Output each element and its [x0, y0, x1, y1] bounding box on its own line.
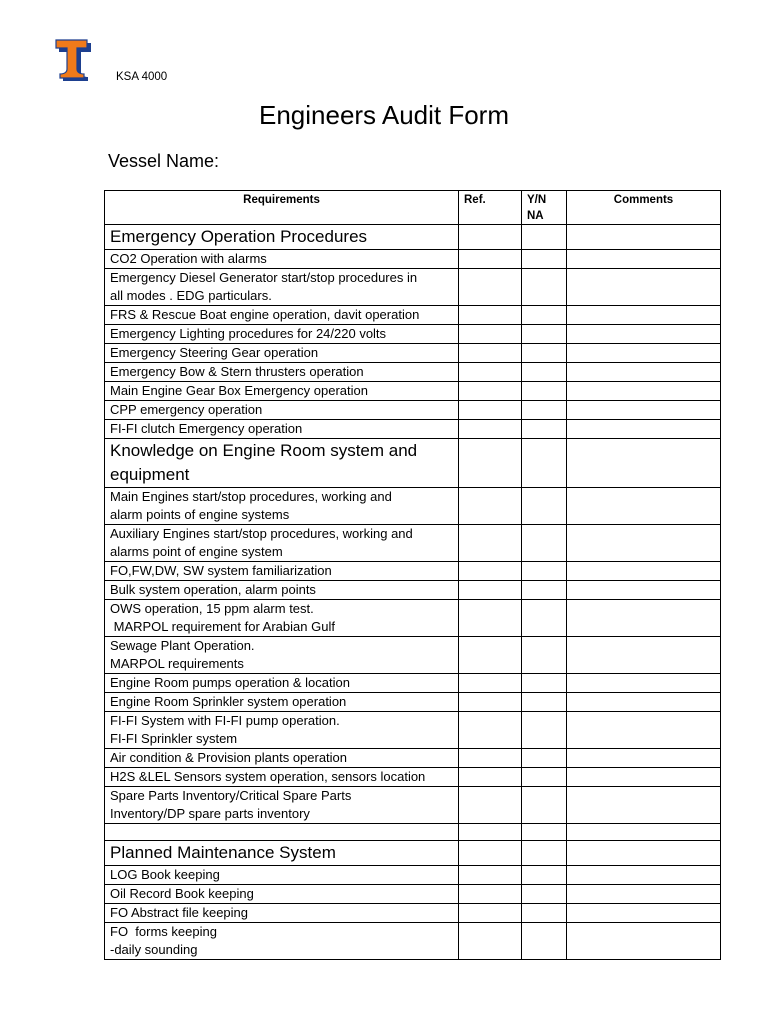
- requirement-text-line: LOG Book keeping: [110, 867, 220, 882]
- comments-cell: [567, 250, 721, 269]
- requirement-text-line: Air condition & Provision plants operation: [110, 750, 348, 765]
- ref-cell: [459, 904, 522, 923]
- requirement-text-line: Main Engines start/stop procedures, working and: [110, 489, 392, 504]
- requirement-text-line: FO Abstract file keeping: [110, 905, 249, 920]
- yn-cell: [522, 693, 567, 712]
- requirement-cell: [105, 581, 459, 600]
- comments-cell: [567, 382, 721, 401]
- form-title: Engineers Audit Form: [258, 100, 509, 130]
- comments-cell: [567, 600, 721, 637]
- table-row: [105, 562, 721, 581]
- ref-cell: [459, 439, 522, 488]
- requirement-text-line: alarms point of engine system: [110, 544, 283, 559]
- requirement-text-line: Sewage Plant Operation.: [110, 638, 255, 653]
- ref-cell: [459, 637, 522, 674]
- column-header-ref: Ref.: [459, 191, 522, 225]
- comments-cell: [567, 824, 721, 841]
- requirement-cell: [105, 885, 459, 904]
- ref-cell: [459, 420, 522, 439]
- yn-cell: [522, 768, 567, 787]
- comments-cell: [567, 562, 721, 581]
- table-row: [105, 325, 721, 344]
- requirement-cell: [105, 269, 459, 306]
- requirement-text-line: CPP emergency operation: [110, 402, 263, 417]
- comments-cell: [567, 225, 721, 250]
- ref-cell: [459, 824, 522, 841]
- comments-cell: [567, 841, 721, 866]
- table-row: [105, 269, 721, 306]
- section-heading-cell: [105, 841, 459, 866]
- requirement-cell: [105, 525, 459, 562]
- yn-cell: [522, 269, 567, 306]
- requirement-text-line: Emergency Steering Gear operation: [110, 345, 319, 360]
- comments-cell: [567, 525, 721, 562]
- requirement-cell: [105, 693, 459, 712]
- ref-cell: [459, 787, 522, 824]
- requirement-cell: [105, 325, 459, 344]
- requirement-text-line: Emergency Bow & Stern thrusters operation: [110, 364, 364, 379]
- ref-cell: [459, 306, 522, 325]
- comments-cell: [567, 768, 721, 787]
- yn-cell: [522, 885, 567, 904]
- yn-cell: [522, 866, 567, 885]
- requirement-text-line: Spare Parts Inventory/Critical Spare Parts: [110, 788, 352, 803]
- table-row: [105, 344, 721, 363]
- ref-cell: [459, 841, 522, 866]
- ref-cell: [459, 525, 522, 562]
- yn-cell: [522, 600, 567, 637]
- table-row: [105, 866, 721, 885]
- comments-cell: [567, 866, 721, 885]
- table-row: [105, 693, 721, 712]
- section-row: [105, 225, 721, 250]
- ref-cell: [459, 923, 522, 960]
- comments-cell: [567, 923, 721, 960]
- company-logo: [54, 38, 94, 82]
- comments-cell: [567, 439, 721, 488]
- ref-cell: [459, 325, 522, 344]
- comments-cell: [567, 344, 721, 363]
- requirement-text-line: OWS operation, 15 ppm alarm test.: [110, 601, 314, 616]
- ref-cell: [459, 600, 522, 637]
- requirement-text-line: FO forms keeping: [110, 924, 217, 939]
- requirement-text-line: Bulk system operation, alarm points: [110, 582, 316, 597]
- comments-cell: [567, 401, 721, 420]
- requirement-text-line: FI-FI System with FI-FI pump operation.: [110, 713, 340, 728]
- requirement-text-line: Planned Maintenance System: [110, 843, 336, 862]
- requirement-cell: [105, 923, 459, 960]
- document-code: KSA 4000: [116, 71, 168, 83]
- yn-cell: [522, 712, 567, 749]
- requirement-text-line: -daily sounding: [110, 942, 198, 957]
- ref-cell: [459, 674, 522, 693]
- comments-cell: [567, 269, 721, 306]
- requirement-text-line: CO2 Operation with alarms: [110, 251, 267, 266]
- table-row: [105, 306, 721, 325]
- ref-cell: [459, 866, 522, 885]
- ref-cell: [459, 749, 522, 768]
- comments-cell: [567, 363, 721, 382]
- yn-cell: [522, 363, 567, 382]
- yn-cell: [522, 488, 567, 525]
- yn-cell: [522, 637, 567, 674]
- column-header-yn-line1: Y/N: [527, 194, 547, 206]
- requirement-cell: [105, 904, 459, 923]
- requirement-cell: [105, 768, 459, 787]
- requirement-cell: [105, 363, 459, 382]
- audit-table: [104, 190, 721, 960]
- ref-cell: [459, 768, 522, 787]
- table-row: [105, 525, 721, 562]
- ref-cell: [459, 693, 522, 712]
- requirement-text-line: Inventory/DP spare parts inventory: [110, 806, 310, 821]
- ref-cell: [459, 225, 522, 250]
- table-row: [105, 885, 721, 904]
- yn-cell: [522, 841, 567, 866]
- yn-cell: [522, 904, 567, 923]
- requirement-text-line: FO,FW,DW, SW system familiarization: [110, 563, 332, 578]
- audit-table-body: [105, 225, 721, 960]
- comments-cell: [567, 488, 721, 525]
- requirement-text-line: alarm points of engine systems: [110, 507, 290, 522]
- section-row: [105, 841, 721, 866]
- ref-cell: [459, 363, 522, 382]
- comments-cell: [567, 712, 721, 749]
- table-row: [105, 768, 721, 787]
- yn-cell: [522, 401, 567, 420]
- requirement-text-line: Emergency Operation Procedures: [110, 227, 368, 246]
- requirement-cell: [105, 749, 459, 768]
- table-row: [105, 581, 721, 600]
- comments-cell: [567, 637, 721, 674]
- ref-cell: [459, 712, 522, 749]
- requirement-cell: [105, 866, 459, 885]
- table-header-row: [105, 191, 721, 225]
- blank-row: [105, 824, 721, 841]
- table-row: [105, 904, 721, 923]
- yn-cell: [522, 749, 567, 768]
- yn-cell: [522, 824, 567, 841]
- yn-cell: [522, 250, 567, 269]
- section-row: [105, 439, 721, 488]
- ref-cell: [459, 269, 522, 306]
- yn-cell: [522, 581, 567, 600]
- requirement-text-line: Engine Room Sprinkler system operation: [110, 694, 347, 709]
- table-row: [105, 420, 721, 439]
- table-row: [105, 712, 721, 749]
- table-row: [105, 363, 721, 382]
- ref-cell: [459, 382, 522, 401]
- yn-cell: [522, 225, 567, 250]
- table-row: [105, 250, 721, 269]
- comments-cell: [567, 306, 721, 325]
- requirement-text-line: FRS & Rescue Boat engine operation, davit operation: [110, 307, 420, 322]
- table-row: [105, 488, 721, 525]
- table-row: [105, 787, 721, 824]
- column-header-requirements: Requirements: [105, 191, 459, 225]
- table-row: [105, 401, 721, 420]
- requirement-cell: [105, 488, 459, 525]
- yn-cell: [522, 439, 567, 488]
- requirement-cell: [105, 382, 459, 401]
- ref-cell: [459, 344, 522, 363]
- yn-cell: [522, 382, 567, 401]
- requirement-cell: [105, 712, 459, 749]
- table-row: [105, 923, 721, 960]
- column-header-yn-line2: NA: [527, 210, 544, 222]
- requirement-text-line: Emergency Lighting procedures for 24/220 volts: [110, 326, 387, 341]
- requirement-cell: [105, 637, 459, 674]
- requirement-text-line: all modes . EDG particulars.: [110, 288, 272, 303]
- requirement-text-line: MARPOL requirements: [110, 656, 244, 671]
- column-header-comments: Comments: [567, 191, 721, 225]
- comments-cell: [567, 787, 721, 824]
- yn-cell: [522, 525, 567, 562]
- ref-cell: [459, 250, 522, 269]
- requirement-text-line: Main Engine Gear Box Emergency operation: [110, 383, 368, 398]
- requirement-text-line: FI-FI clutch Emergency operation: [110, 421, 303, 436]
- ref-cell: [459, 488, 522, 525]
- comments-cell: [567, 693, 721, 712]
- requirement-cell: [105, 401, 459, 420]
- yn-cell: [522, 420, 567, 439]
- requirement-cell: [105, 250, 459, 269]
- yn-cell: [522, 344, 567, 363]
- comments-cell: [567, 420, 721, 439]
- vessel-name-label: Vessel Name:: [108, 151, 220, 171]
- requirement-cell: [105, 306, 459, 325]
- yn-cell: [522, 325, 567, 344]
- ref-cell: [459, 581, 522, 600]
- yn-cell: [522, 306, 567, 325]
- table-row: [105, 382, 721, 401]
- requirement-text-line: H2S &LEL Sensors system operation, sensors location: [110, 769, 426, 784]
- column-header-yn: [522, 191, 567, 225]
- yn-cell: [522, 562, 567, 581]
- comments-cell: [567, 885, 721, 904]
- comments-cell: [567, 581, 721, 600]
- requirement-text-line: Engine Room pumps operation & location: [110, 675, 350, 690]
- section-heading-cell: [105, 439, 459, 488]
- table-row: [105, 674, 721, 693]
- table-row: [105, 749, 721, 768]
- requirement-cell: [105, 420, 459, 439]
- requirement-cell: [105, 600, 459, 637]
- yn-cell: [522, 787, 567, 824]
- comments-cell: [567, 674, 721, 693]
- requirement-cell: [105, 562, 459, 581]
- yn-cell: [522, 674, 567, 693]
- ref-cell: [459, 885, 522, 904]
- requirement-text-line: Auxiliary Engines start/stop procedures, working and: [110, 526, 413, 541]
- requirement-text-line: Oil Record Book keeping: [110, 886, 254, 901]
- comments-cell: [567, 749, 721, 768]
- requirement-text-line: MARPOL requirement for Arabian Gulf: [110, 619, 335, 634]
- logo-t-shape: [56, 40, 87, 78]
- yn-cell: [522, 923, 567, 960]
- section-heading-cell: [105, 225, 459, 250]
- requirement-text-line: Knowledge on Engine Room system and: [110, 441, 418, 460]
- requirement-cell: [105, 344, 459, 363]
- requirement-cell: [105, 824, 459, 841]
- table-row: [105, 600, 721, 637]
- ref-cell: [459, 401, 522, 420]
- requirement-text-line: Emergency Diesel Generator start/stop procedures in: [110, 270, 418, 285]
- comments-cell: [567, 325, 721, 344]
- ref-cell: [459, 562, 522, 581]
- requirement-cell: [105, 787, 459, 824]
- requirement-text-line: FI-FI Sprinkler system: [110, 731, 238, 746]
- comments-cell: [567, 904, 721, 923]
- table-row: [105, 637, 721, 674]
- requirement-cell: [105, 674, 459, 693]
- requirement-text-line: equipment: [110, 465, 190, 484]
